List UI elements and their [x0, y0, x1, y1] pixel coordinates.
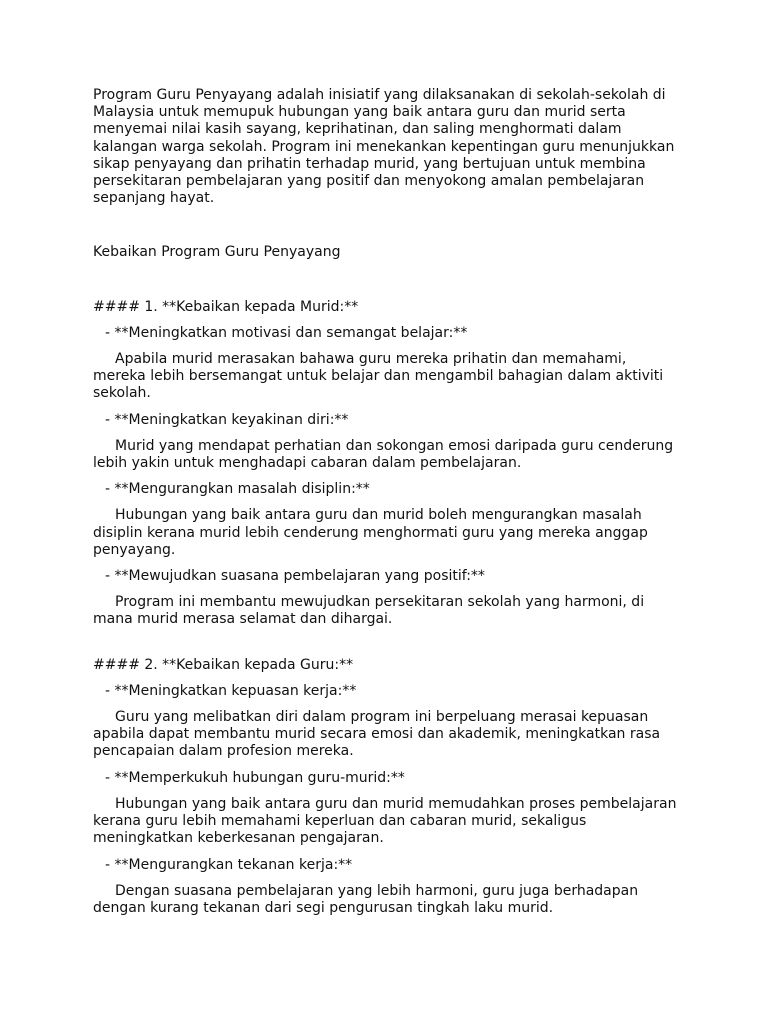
bullet-heading: - **Mengurangkan tekanan kerja:**	[105, 856, 353, 873]
list-item	[93, 481, 683, 559]
bullet-description: Dengan suasana pembelajaran yang lebih harmoni, guru juga berhadapan dengan kurang tekanan dari segi pengurusan tingkah laku murid.	[93, 882, 639, 916]
list-item	[93, 412, 683, 473]
list-item	[93, 770, 683, 848]
bullet-description: Guru yang melibatkan diri dalam program ini berpeluang merasai kepuasan apabila dapat membantu murid secara emosi dan akademik, meningkatkan rasa pencapaian dalam profesion mereka.	[93, 709, 661, 760]
bullet-description: Program ini membantu mewujudkan persekitaran sekolah yang harmoni, di mana murid merasa selamat dan dihargai.	[93, 594, 645, 628]
list-item	[93, 325, 683, 403]
bullet-heading: - **Meningkatkan keyakinan diri:**	[105, 411, 349, 428]
bullet-heading: - **Mewujudkan suasana pembelajaran yang positif:**	[105, 568, 485, 585]
section-murid	[93, 299, 683, 629]
section-heading: #### 1. **Kebaikan kepada Murid:**	[93, 298, 359, 315]
list-item	[93, 857, 683, 918]
bullet-description: Hubungan yang baik antara guru dan murid memudahkan proses pembelajaran kerana guru lebih memahami keperluan dan cabaran murid, sekaligus meningkatkan keberkesanan pengajaran.	[93, 795, 677, 847]
document-title: Kebaikan Program Guru Penyayang	[93, 244, 341, 261]
section-heading: #### 2. **Kebaikan kepada Guru:**	[93, 656, 354, 673]
bullet-heading: - **Mengurangkan masalah disiplin:**	[105, 481, 370, 498]
bullet-heading: - **Memperkukuh hubungan guru-murid:**	[105, 769, 405, 786]
bullet-description: Hubungan yang baik antara guru dan murid boleh mengurangkan masalah disiplin kerana murid lebih cenderung menghormati guru yang mereka anggap penyayang.	[93, 507, 648, 558]
list-item	[93, 683, 683, 761]
intro-paragraph: Program Guru Penyayang adalah inisiatif yang dilaksanakan di sekolah-sekolah di Malaysia untuk memupuk hubungan yang baik antara guru dan murid serta menyemai nilai kasih sayang, keprihatinan, dan saling menghormati dalam kalangan warga sekolah. Program ini menekankan kepentingan guru menunjukkan sikap penyayang dan prihatin terhadap murid, yang bertujuan untuk membina persekitaran pembelajaran yang positif dan menyokong amalan pembelajaran sepanjang hayat.	[93, 87, 675, 207]
bullet-description: Apabila murid merasakan bahawa guru mereka prihatin dan memahami, mereka lebih bersemangat untuk belajar dan mengambil bahagian dalam aktiviti sekolah.	[93, 351, 664, 402]
list-item	[93, 568, 683, 629]
bullet-heading: - **Meningkatkan motivasi dan semangat belajar:**	[105, 324, 468, 341]
document-page	[93, 87, 683, 926]
section-guru	[93, 657, 683, 917]
bullet-description: Murid yang mendapat perhatian dan sokongan emosi daripada guru cenderung lebih yakin untuk menghadapi cabaran dalam pembelajaran.	[93, 437, 674, 472]
bullet-heading: - **Meningkatkan kepuasan kerja:**	[105, 682, 357, 699]
